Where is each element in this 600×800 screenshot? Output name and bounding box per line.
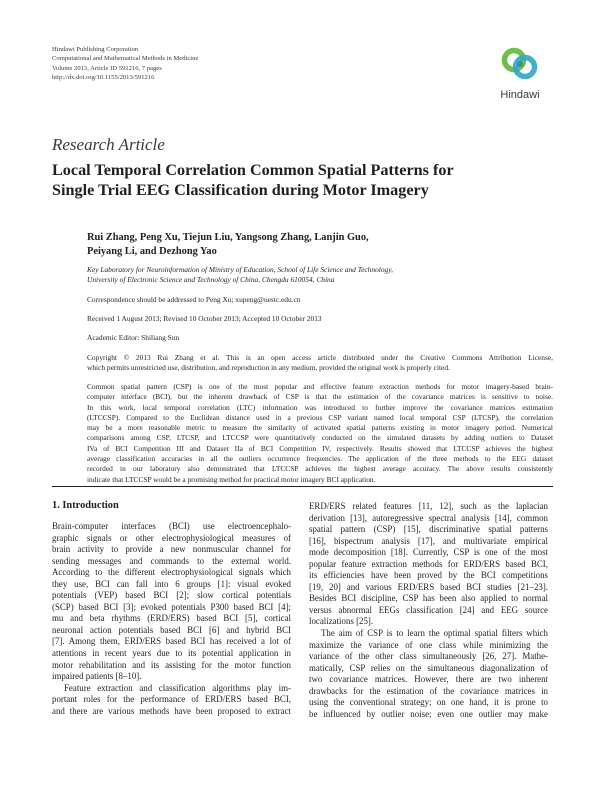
- title-line: Local Temporal Correlation Common Spatial Patterns for: [52, 161, 454, 179]
- body-text-line: they use, BCI can fall into 6 groups [1]: visual evoked: [52, 578, 291, 589]
- body-column-left: [52, 521, 291, 717]
- journal-name: Computational and Mathematical Methods in Medicine: [52, 55, 199, 63]
- abstract-line: may be a more reasonable metric to measure the similarity of activated spatial patterns existing in motor imagery period. Numerical: [87, 423, 553, 433]
- body-text-line: maximize the variance of one class while minimizing the: [309, 639, 548, 650]
- abstract-line: average classification accuracies in all the outliers occurrence frequencies. The application of the three methods to the EEG dataset: [87, 454, 553, 464]
- body-text-line: mu and beta rhythms (ERD/ERS) based BCI [5], cortical: [52, 613, 291, 624]
- title-line: Single Trial EEG Classification during Motor Imagery: [52, 181, 429, 199]
- volume-info: Volume 2013, Article ID 591216, 7 pages: [52, 64, 162, 72]
- body-text-line: attentions in recent years due to its potential application in: [52, 648, 291, 659]
- journal-header: [52, 45, 352, 83]
- abstract-line: Common spatial pattern (CSP) is one of the most popular and effective feature extraction methods for motor imagery-based brain-: [87, 382, 553, 391]
- body-text-line: Brain-computer interfaces (BCI) use electroencephalo-: [52, 521, 291, 531]
- article-title: [52, 160, 522, 200]
- body-text-line: spatial pattern (CSP) [15], discriminative spatial patterns: [309, 524, 548, 535]
- body-text-line: [7]. Among them, ERD/ERS based BCI has received a lot of: [52, 636, 291, 647]
- body-text-line: derivation [13], autoregressive spectral analysis [14], common: [309, 512, 548, 523]
- body-text-line: The aim of CSP is to learn the optimal spatial filters which: [321, 628, 548, 639]
- publisher-name: Hindawi Publishing Corporation: [52, 46, 139, 53]
- abstract-line: (LTCCSP). Compared to the Euclidean distance used in a previous CSP variant named local temporal CSP (LTCSP), the correlation: [87, 412, 553, 422]
- section-divider: [52, 486, 553, 487]
- article-dates: Received 1 August 2013; Revised 10 October 2013; Accepted 10 October 2013: [87, 314, 322, 323]
- body-text-line: [16], bispectrum analysis [17], and multivariate empirical: [309, 535, 548, 546]
- body-text-line: motor rehabilitation and its assisting for the motor function: [52, 659, 291, 670]
- correspondence: Correspondence should be addressed to Peng Xu; xupeng@uestc.edu.cn: [87, 295, 301, 304]
- author-line: Peiyang Li, and Dezhong Yao: [87, 246, 217, 257]
- body-text-line: two covariance matrices. However, there are two inherent: [309, 674, 548, 685]
- body-text-line: neuronal action potentials based BCI [6] and hybrid BCI: [52, 624, 291, 635]
- body-text-line: and there are various methods have been proposed to extract: [52, 705, 291, 716]
- body-text-line: graphic signals or other electrophysiological measures of: [52, 532, 291, 543]
- body-text-line: Feature extraction and classification algorithms play im-: [64, 682, 291, 693]
- hindawi-rings-icon: [500, 44, 540, 84]
- author-line: Rui Zhang, Peng Xu, Tiejun Liu, Yangsong Zhang, Lanjin Guo,: [87, 232, 369, 243]
- body-column-right: [309, 501, 548, 720]
- body-text-line: Besides BCI discipline, CSP has been also applied to normal: [309, 593, 548, 604]
- copyright-line: Copyright © 2013 Rui Zhang et al. This is an open access article distributed under the Creative Commons Attribution License,: [87, 353, 553, 362]
- abstract-line: recorded in our laboratory also demonstrated that LTCCSP achieves the highest average accuracy. The above results consistently: [87, 464, 553, 474]
- body-text-line: using the conventional strategy; on one hand, it is prone to: [309, 697, 548, 708]
- body-text-line: localizations [25].: [309, 616, 374, 627]
- body-text-line: matically, CSP relies on the simultaneous diagonalization of: [309, 662, 548, 673]
- body-text-line: sending messages and commands to the external world.: [52, 555, 291, 566]
- affiliation: [87, 265, 393, 285]
- affiliation-line: Key Laboratory for Neuroinformation of Ministry of Education, School of Life Science and Technology,: [87, 265, 393, 274]
- abstract-line: IVa of BCI Competition III and Dataset IIa of BCI Competition IV, respectively. Results showed that LTCCSP achieves the highest: [87, 443, 553, 453]
- body-text-line: ERD/ERS related features [11, 12], such as the laplacian: [309, 501, 548, 511]
- body-text-line: drawbacks for the estimation of the covariance matrices in: [309, 685, 548, 696]
- copyright-line: which permits unrestricted use, distribution, and reproduction in any medium, provided the original work is properly cited.: [87, 363, 450, 373]
- article-type: Research Article: [52, 135, 165, 154]
- body-text-line: brain activity to provide a new nonmuscular channel for: [52, 544, 291, 555]
- author-list: [87, 231, 557, 259]
- hindawi-logo: [494, 44, 546, 104]
- doi-link[interactable]: http://dx.doi.org/10.1155/2013/591216: [52, 74, 155, 82]
- affiliation-line: University of Electronic Science and Technology of China, Chengdu 610054, China: [87, 275, 335, 285]
- body-text-line: mode decomposition [18]. Currently, CSP is one of the most: [309, 547, 548, 558]
- abstract-line: In this work, local temporal correlation (LTC) information was introduced to further improve the covariance matrices estimation: [87, 402, 553, 412]
- body-text-line: (SCP) based BCI [3]; evoked potentials P300 based BCI [4];: [52, 601, 291, 612]
- abstract-line: comparisons among CSP, LTCSP, and LTCCSP were quantitatively conducted on the simulated datasets by adding outliers to Dataset: [87, 433, 553, 443]
- body-text-line: versus abnormal EEGs classification [24] and EEG source: [309, 604, 548, 615]
- academic-editor: Academic Editor: Shiliang Sun: [87, 333, 180, 342]
- logo-text: Hindawi: [500, 89, 540, 101]
- body-text-line: be influenced by outlier noise; even one outlier may make: [309, 708, 548, 719]
- abstract-line: computer interface (BCI), but the inherent drawback of CSP is that the estimation of the covariance matrices is sensitive to noise.: [87, 392, 553, 402]
- body-text-line: its efficiencies have been proved by the BCI competitions: [309, 570, 548, 581]
- abstract-line: indicate that LTCCSP would be a promising method for practical motor imagery BCI application.: [87, 474, 376, 484]
- abstract: [87, 382, 553, 485]
- body-text-line: popular feature extraction methods for ERD/ERS based BCI,: [309, 558, 548, 569]
- body-text-line: potentials (VEP) based BCI [2]; slow cortical potentials: [52, 590, 291, 601]
- copyright-notice: [87, 353, 553, 374]
- body-text-line: According to the different electrophysiological signals which: [52, 567, 291, 578]
- body-text-line: [19, 20] and various ERD/ERS based BCI studies [21–23].: [309, 581, 548, 592]
- body-text-line: impaired patients [8–10].: [52, 671, 142, 682]
- body-text-line: portant roles for the performance of ERD/ERS based BCI,: [52, 694, 291, 705]
- section-heading: 1. Introduction: [52, 500, 119, 511]
- body-text-line: variance of the other class simultaneously [26, 27]. Mathe-: [309, 651, 548, 662]
